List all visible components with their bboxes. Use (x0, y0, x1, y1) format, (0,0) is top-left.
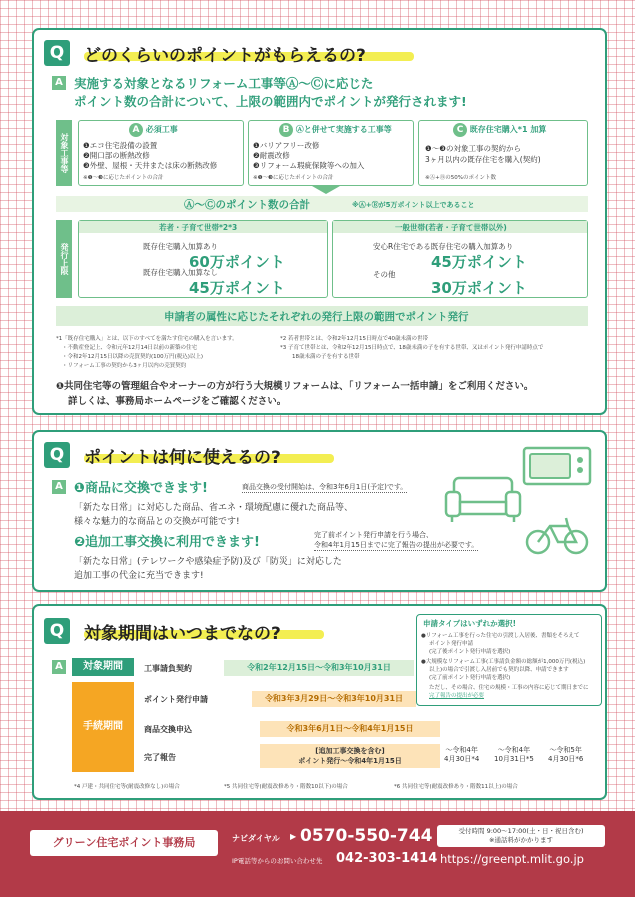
sofa-icon (444, 474, 522, 524)
column-b-item-1: ❶バリアフリー改修 (253, 141, 320, 150)
young-row1-label: 既存住宅購入加算あり (143, 242, 218, 251)
notice-line-1: ❶共同住宅等の管理組合やオーナーの方が行う大規模リフォームは、「リフォーム一括申請」をご利用ください。 (56, 381, 534, 392)
row4-bar-l2: ポイント発行～令和4年1月15日 (298, 757, 402, 765)
footnote-5: *5 共同住宅等(耐震改修あり・階数10以下)の場合 (224, 784, 348, 790)
issue-limit-label: 発行上限 (56, 220, 72, 298)
section-points-amount (32, 28, 607, 415)
column-c-item-1: ❶～❸の対象工事の契約から (425, 144, 521, 153)
deadline-1 (444, 746, 479, 764)
row2-bar: 令和3年3月29日～令和3年10月31日 (252, 691, 416, 707)
column-b-item-2: ❷耐震改修 (253, 151, 290, 160)
org-name-box: グリーン住宅ポイント事務局 (30, 830, 218, 856)
column-a-header (129, 123, 178, 137)
callout-l6: (完了前ポイント発行申請を選択) (429, 675, 511, 681)
hours-l1: 受付時間 9:00～17:00(土・日・祝日含む) (458, 827, 584, 835)
item1-title: ❶商品に交換できます! (74, 481, 208, 496)
callout-l4: ●大規模なリフォーム工事(工事請負金額の総額が1,000万円(税込) (421, 659, 586, 665)
column-c-header (453, 123, 546, 137)
item2-note-l1: 完了前ポイント発行申請を行う場合、 (314, 531, 433, 539)
section-eligible-period (32, 604, 607, 800)
hours-box (437, 825, 605, 847)
hours-l2: ※通話料がかかります (489, 836, 553, 844)
bottom-band-text: 申請者の属性に応じたそれぞれの発行上限の範囲でポイント発行 (164, 311, 469, 323)
website-url[interactable]: https://greenpt.mlit.go.jp (440, 852, 584, 866)
q-badge: Q (44, 442, 70, 468)
ip-number[interactable]: 042-303-1414 (336, 851, 438, 866)
footnote-3-l2: 18歳未満の子を有する世帯 (292, 354, 360, 360)
microwave-icon (522, 446, 592, 488)
section-title: ポイントは何に使えるの? (84, 448, 281, 468)
item2-line-1: 「新たな日常」(テレワークや感染症予防)及び「防災」に対応した (74, 557, 342, 567)
period-label-box: 対象期間 (72, 658, 134, 676)
row1-label: 工事請負契約 (144, 664, 192, 673)
column-a-item-2: ❷開口部の断熱改修 (83, 151, 150, 160)
q-badge: Q (44, 618, 70, 644)
general-row1-value: 45万ポイント (431, 253, 527, 271)
section-point-usage (32, 430, 607, 592)
footnote-4: *4 戸建・共同住宅等(耐震改修なし)の場合 (74, 784, 180, 790)
ip-label: IP電話等からのお問い合わせ先 (232, 857, 323, 865)
answer-line-1: 実施する対象となるリフォーム工事等Ⓐ～Ⓒに応じた (74, 76, 374, 91)
column-a-note: ※❶～❸に応じたポイントの合計 (83, 175, 164, 181)
callout-l5: 以上)の場合で引渡し入居前でも契約以降、申請できます (429, 667, 569, 673)
circle-a-icon: A (129, 123, 143, 137)
general-row2-label: その他 (373, 270, 396, 279)
apply-type-callout (416, 614, 602, 706)
row4-bar (260, 744, 440, 768)
sum-text: Ⓐ～Ⓒのポイント数の合計 (184, 199, 310, 211)
callout-l3: (完了後ポイント発行申請を選択) (429, 649, 511, 655)
row3-label: 商品交換申込 (144, 725, 192, 734)
footnote-6: *6 共同住宅等(耐震改修あり・階数11以上)の場合 (394, 784, 518, 790)
item2-line-2: 追加工事の代金に充当できます! (74, 571, 204, 581)
navi-label: ナビダイヤル (232, 834, 280, 843)
callout-l7: ただし、その場合、住宅の規模・工事の内容に応じて期日までに (429, 685, 589, 691)
down-arrow-icon (312, 186, 340, 194)
footnote-1-l1: *1「既存住宅購入」とは、以下のすべてを満たす住宅の購入を言います。 (56, 336, 238, 342)
item2-title: ❷追加工事交換に利用できます! (74, 535, 260, 550)
deadline-3-l2: 4月30日*6 (548, 755, 584, 763)
callout-l1: ●リフォーム工事を行った住宅の引渡し入居後、書類をそろえて (421, 633, 580, 639)
navi-number[interactable]: 0570-550-744 (300, 826, 433, 846)
footer (0, 811, 635, 897)
column-b-header (279, 123, 392, 137)
footnote-3-l1: *3 子育て世帯とは、令和2年12月15日時点で、18歳未満の子を有する世帯、又はポイント発行申請時点で (280, 345, 544, 351)
deadline-2-l1: ～令和4年 (497, 746, 531, 754)
footnote-2: *2 若者世帯とは、令和2年12月15日時点で40歳未満の世帯 (280, 336, 428, 342)
column-a-item-1: ❶エコ住宅設備の設置 (83, 141, 158, 150)
general-row2-value: 30万ポイント (431, 279, 527, 297)
column-c-item-2: 3ヶ月以内の既存住宅を購入(契約) (425, 155, 541, 164)
deadline-3 (548, 746, 583, 764)
sum-band (56, 196, 588, 212)
deadline-1-l1: ～令和4年 (445, 746, 478, 754)
column-b (248, 120, 414, 186)
column-a-item-3: ❸外壁、屋根・天井または床の断熱改修 (83, 161, 218, 170)
section-title: 対象期間はいつまでなの? (84, 624, 281, 644)
row3-bar: 令和3年6月1日～令和4年1月15日 (260, 721, 440, 737)
column-a-title: 必須工事 (145, 125, 178, 134)
column-c (418, 120, 588, 186)
young-row2-value: 45万ポイント (189, 279, 285, 297)
general-household-box (332, 220, 588, 298)
item1-line-1: 「新たな日常」に対応した商品、省エネ・環境配慮に優れた商品等、 (74, 503, 354, 513)
a-badge: A (52, 76, 66, 90)
column-c-title: 既存住宅購入*1 加算 (469, 125, 547, 134)
footnote-1-l3: ・令和2年12月15日以降の売買契約(100万円(税込)以上) (62, 354, 204, 360)
item1-note: 商品交換の受付開始は、令和3年6月1日(予定)です。 (242, 483, 408, 491)
notice-line-2: 詳しくは、事務局ホームページをご確認ください。 (68, 396, 287, 407)
footnote-1-l2: ・不動産登記上、令和元年12月14日以前の新築の住宅 (62, 345, 197, 351)
column-b-title: Ⓐと併せて実施する工事等 (295, 125, 392, 134)
row1-bar: 令和2年12月15日～令和3年10月31日 (224, 660, 414, 676)
circle-c-icon: C (453, 123, 467, 137)
row2-label: ポイント発行申請 (144, 695, 208, 704)
item2-note-l2: 令和4年1月15日までに完了報告の提出が必要です。 (314, 541, 479, 549)
navi-arrow-icon: ▶ (290, 832, 297, 841)
row4-bar-l1: [追加工事交換を含む] (315, 747, 385, 755)
young-row1-value: 60万ポイント (189, 253, 285, 271)
general-row1-label: 安心R住宅である既存住宅の購入加算あり (373, 242, 514, 251)
young-row2-label: 既存住宅購入加算なし (143, 268, 218, 277)
deadline-1-l2: 4月30日*4 (444, 755, 480, 763)
section-title: どのくらいのポイントがもらえるの? (84, 46, 366, 66)
young-household-box (78, 220, 328, 298)
callout-l2: ポイント発行申請 (429, 641, 474, 647)
a-badge: A (52, 660, 66, 674)
callout-l8: 完了報告の提出が必要 (429, 693, 485, 699)
column-b-item-3: ❸リフォーム瑕疵保険等への加入 (253, 161, 365, 170)
answer-line-2: ポイント数の合計について、上限の範囲内でポイントが発行されます! (74, 94, 467, 109)
callout-title: 申請タイプはいずれか選択! (423, 619, 517, 628)
deadline-2 (494, 746, 534, 764)
row4-label: 完了報告 (144, 753, 176, 762)
bicycle-icon (524, 514, 590, 556)
target-work-label: 対象工事等 (56, 120, 72, 186)
q-badge: Q (44, 40, 70, 66)
deadline-2-l2: 10月31日*5 (494, 755, 534, 763)
item1-line-2: 様々な魅力的な商品との交換が可能です! (74, 517, 240, 527)
general-header: 一般世帯(若者・子育て世帯以外) (395, 223, 507, 232)
footnote-1-l4: ・リフォーム工事の契約から3ヶ月以内の売買契約 (62, 363, 187, 369)
deadline-3-l1: ～令和5年 (549, 746, 582, 754)
sum-note: ※Ⓐ+Ⓑが5万ポイント以上であること (352, 201, 475, 209)
circle-b-icon: B (279, 123, 293, 137)
column-c-note: ※Ⓐ+Ⓑの50%のポイント数 (425, 175, 496, 181)
bottom-band (56, 306, 588, 326)
young-header: 若者・子育て世帯*2*3 (159, 223, 238, 232)
column-a (78, 120, 244, 186)
column-b-note: ※❶～❸に応じたポイントの合計 (253, 175, 334, 181)
procedure-label-box: 手続期間 (72, 682, 134, 772)
a-badge: A (52, 480, 66, 494)
